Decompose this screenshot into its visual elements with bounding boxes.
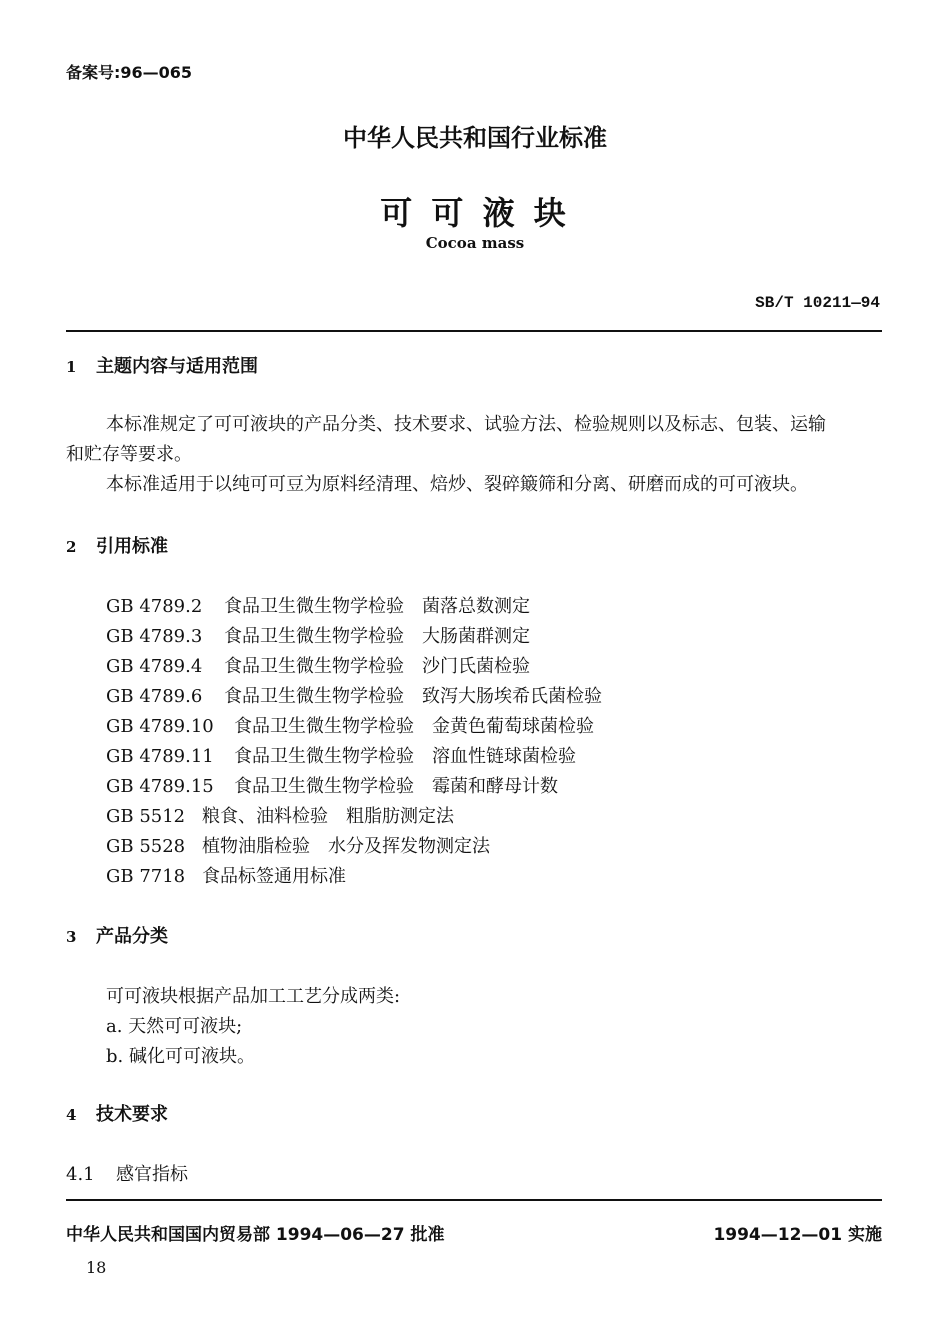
reference-code: GB 4789.2	[106, 596, 203, 617]
section-number: 3	[66, 928, 77, 946]
record-number: 备案号:96—065	[66, 63, 193, 82]
reference-code: GB 7718	[106, 866, 186, 887]
reference-code: GB 5528	[106, 836, 186, 857]
reference-item	[106, 712, 594, 738]
section-1-heading	[66, 352, 258, 378]
header-rule	[66, 330, 882, 332]
reference-code: GB 5512	[106, 806, 186, 827]
reference-item	[106, 832, 490, 858]
reference-subtitle: 粗脂肪测定法	[346, 806, 454, 827]
section-number: 1	[66, 358, 77, 376]
reference-subtitle: 金黄色葡萄球菌检验	[432, 716, 594, 737]
reference-subtitle: 菌落总数测定	[422, 596, 530, 617]
reference-title: 食品卫生微生物学检验	[234, 746, 414, 767]
document-title: 可 可 液 块	[380, 194, 570, 232]
reference-item	[106, 622, 530, 648]
approval-line: 中华人民共和国国内贸易部 1994—06—27 批准	[66, 1225, 445, 1245]
section-title: 引用标准	[96, 536, 168, 557]
reference-item	[106, 652, 530, 678]
reference-title: 食品卫生微生物学检验	[224, 686, 404, 707]
reference-subtitle: 水分及挥发物测定法	[328, 836, 490, 857]
classification-item-b: b. 碱化可可液块。	[106, 1046, 255, 1067]
reference-title: 植物油脂检验	[202, 836, 310, 857]
reference-title: 食品卫生微生物学检验	[234, 776, 414, 797]
section-number: 4	[66, 1106, 77, 1124]
standard-category: 中华人民共和国行业标准	[343, 124, 607, 152]
reference-code: GB 4789.10	[106, 716, 214, 737]
section-title: 主题内容与适用范围	[96, 356, 258, 377]
reference-code: GB 4789.6	[106, 686, 203, 707]
section-title: 技术要求	[96, 1104, 168, 1125]
reference-item	[106, 592, 530, 618]
section-number: 2	[66, 538, 77, 556]
standard-number: SB/T 10211—94	[755, 294, 880, 312]
section-title: 产品分类	[96, 926, 168, 947]
reference-subtitle: 大肠菌群测定	[422, 626, 530, 647]
subsection-number: 4.1	[66, 1164, 95, 1185]
reference-subtitle: 溶血性链球菌检验	[432, 746, 576, 767]
reference-title: 食品卫生微生物学检验	[234, 716, 414, 737]
section-2-heading	[66, 532, 168, 558]
section-3-heading	[66, 922, 168, 948]
scope-paragraph-2: 本标准适用于以纯可可豆为原料经清理、焙炒、裂碎簸筛和分离、研磨而成的可可液块。	[106, 474, 808, 495]
reference-title: 食品标签通用标准	[202, 866, 346, 887]
reference-code: GB 4789.11	[106, 746, 214, 767]
footer-rule	[66, 1199, 882, 1201]
reference-code: GB 4789.3	[106, 626, 203, 647]
reference-title: 粮食、油料检验	[202, 806, 328, 827]
reference-title: 食品卫生微生物学检验	[224, 626, 404, 647]
scope-paragraph-1-line-2: 和贮存等要求。	[66, 444, 192, 465]
reference-code: GB 4789.4	[106, 656, 203, 677]
reference-subtitle: 沙门氏菌检验	[422, 656, 530, 677]
reference-subtitle: 霉菌和酵母计数	[432, 776, 558, 797]
subsection-4-1	[66, 1160, 188, 1186]
reference-item	[106, 772, 558, 798]
reference-item	[106, 862, 346, 888]
reference-code: GB 4789.15	[106, 776, 214, 797]
subsection-title: 感官指标	[116, 1164, 188, 1185]
reference-item	[106, 682, 602, 708]
scope-paragraph-1-line-1: 本标准规定了可可液块的产品分类、技术要求、试验方法、检验规则以及标志、包装、运输	[106, 414, 826, 435]
section-4-heading	[66, 1100, 168, 1126]
classification-intro: 可可液块根据产品加工工艺分成两类:	[106, 986, 401, 1007]
reference-subtitle: 致泻大肠埃希氏菌检验	[422, 686, 602, 707]
effective-date: 1994—12—01 实施	[713, 1225, 882, 1245]
reference-title: 食品卫生微生物学检验	[224, 596, 404, 617]
page-number: 18	[86, 1258, 107, 1277]
document-title-english: Cocoa mass	[425, 234, 525, 252]
classification-item-a: a. 天然可可液块;	[106, 1016, 243, 1037]
reference-item	[106, 802, 454, 828]
reference-item	[106, 742, 576, 768]
reference-title: 食品卫生微生物学检验	[224, 656, 404, 677]
